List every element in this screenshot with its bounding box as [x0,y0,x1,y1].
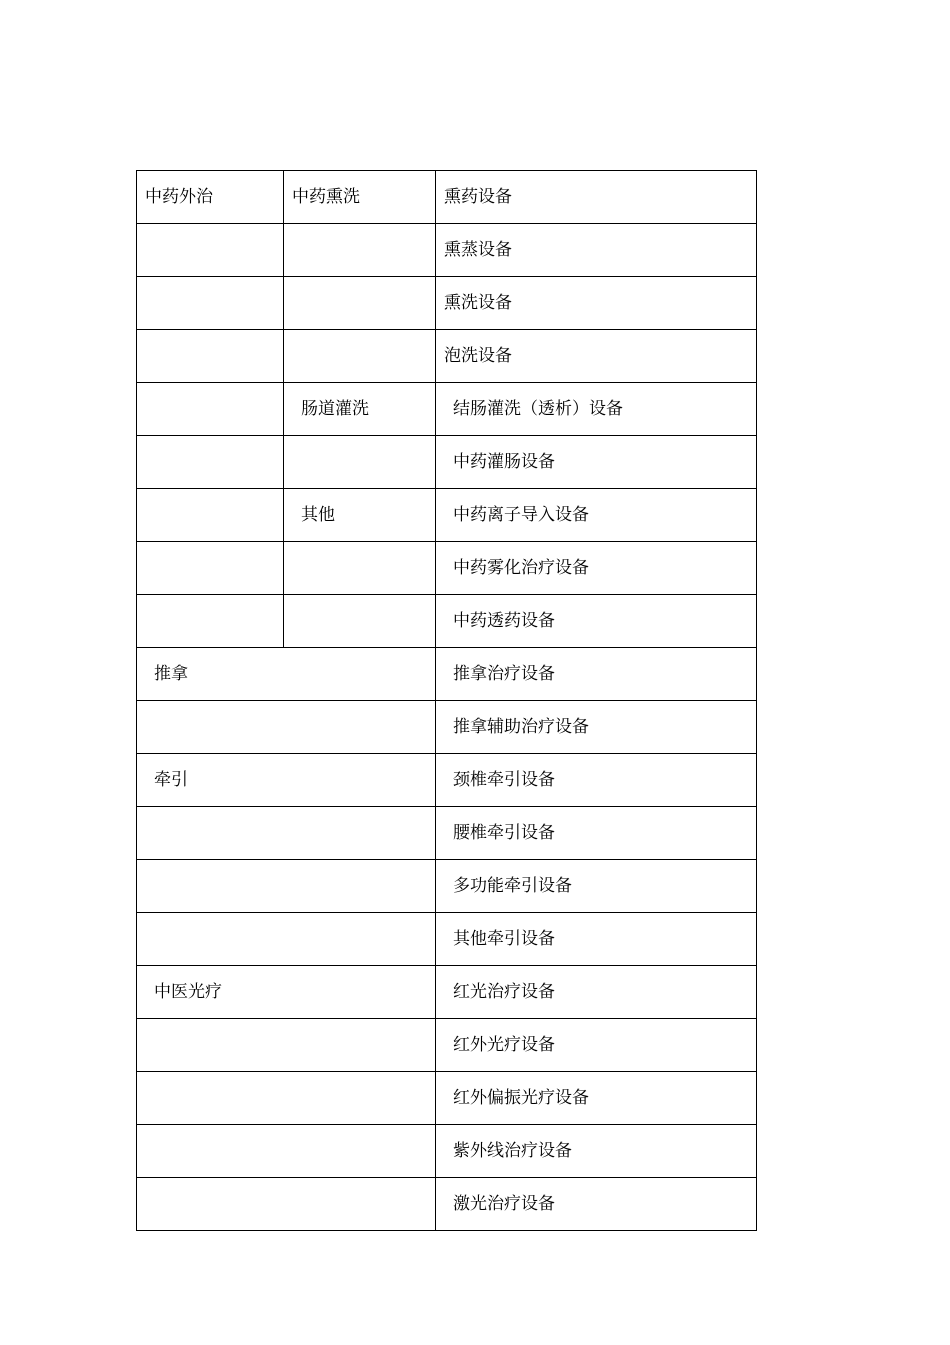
device-cell: 推拿辅助治疗设备 [436,701,757,754]
device-cell: 中药离子导入设备 [436,489,757,542]
equipment-table [136,170,757,1231]
category-cell [137,489,284,542]
table-row [137,701,757,754]
category-cell: 推拿 [137,648,436,701]
category-cell: 中药外治 [137,171,284,224]
subcategory-cell [284,277,436,330]
device-cell: 中药透药设备 [436,595,757,648]
category-cell: 中医光疗 [137,966,436,1019]
table-row [137,913,757,966]
device-cell: 颈椎牵引设备 [436,754,757,807]
device-cell: 推拿治疗设备 [436,648,757,701]
table-row [137,1019,757,1072]
subcategory-cell [284,224,436,277]
device-cell: 红外光疗设备 [436,1019,757,1072]
device-cell: 紫外线治疗设备 [436,1125,757,1178]
category-cell [137,436,284,489]
device-cell: 中药雾化治疗设备 [436,542,757,595]
table-row [137,277,757,330]
device-cell: 熏药设备 [436,171,757,224]
subcategory-cell [284,330,436,383]
device-cell: 中药灌肠设备 [436,436,757,489]
subcategory-cell [284,436,436,489]
category-cell [137,913,436,966]
category-cell [137,1019,436,1072]
table-row [137,330,757,383]
category-cell [137,860,436,913]
table-row [137,595,757,648]
table-row [137,171,757,224]
table-row [137,436,757,489]
table-row [137,807,757,860]
table-row [137,489,757,542]
category-cell [137,224,284,277]
category-cell: 牵引 [137,754,436,807]
device-cell: 红光治疗设备 [436,966,757,1019]
category-cell [137,807,436,860]
category-cell [137,383,284,436]
table-row [137,542,757,595]
device-cell: 熏蒸设备 [436,224,757,277]
table-row [137,383,757,436]
table-row [137,224,757,277]
device-cell: 其他牵引设备 [436,913,757,966]
table-row [137,966,757,1019]
category-cell [137,330,284,383]
category-cell [137,595,284,648]
device-cell: 结肠灌洗（透析）设备 [436,383,757,436]
category-cell [137,1072,436,1125]
category-cell [137,277,284,330]
device-cell: 腰椎牵引设备 [436,807,757,860]
table-row [137,1072,757,1125]
table-row [137,860,757,913]
subcategory-cell: 肠道灌洗 [284,383,436,436]
subcategory-cell [284,542,436,595]
device-cell: 熏洗设备 [436,277,757,330]
category-cell [137,542,284,595]
device-cell: 多功能牵引设备 [436,860,757,913]
table-row [137,754,757,807]
device-cell: 红外偏振光疗设备 [436,1072,757,1125]
category-cell [137,1125,436,1178]
table-row [137,1125,757,1178]
subcategory-cell [284,595,436,648]
category-cell [137,701,436,754]
device-cell: 激光治疗设备 [436,1178,757,1231]
subcategory-cell: 其他 [284,489,436,542]
table-row [137,1178,757,1231]
subcategory-cell: 中药熏洗 [284,171,436,224]
table-row [137,648,757,701]
device-cell: 泡洗设备 [436,330,757,383]
category-cell [137,1178,436,1231]
